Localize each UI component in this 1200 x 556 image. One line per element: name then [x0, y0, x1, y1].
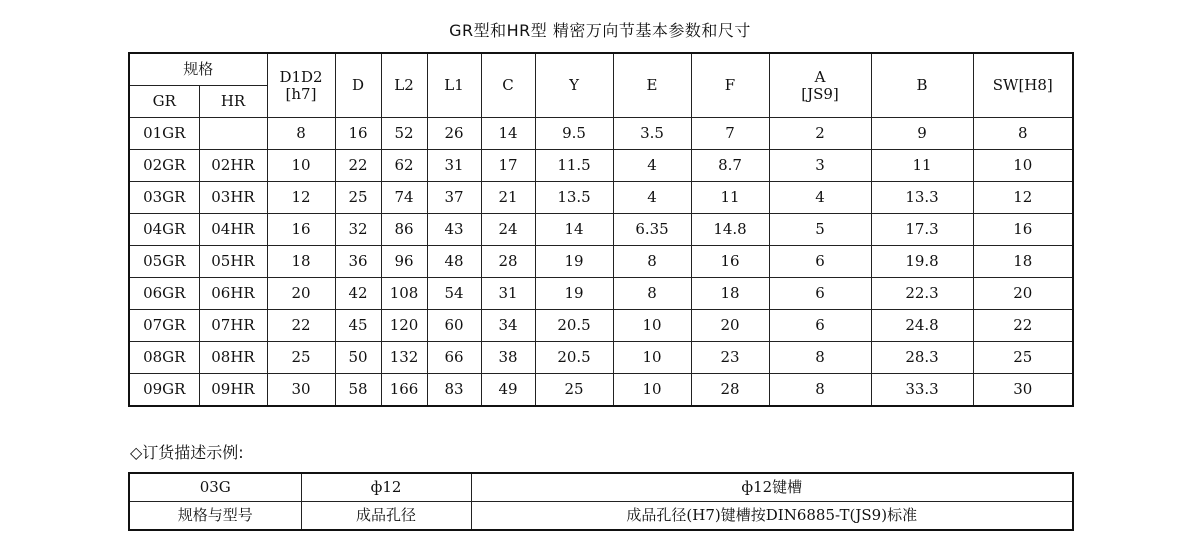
table-cell: 8.7 [691, 150, 769, 182]
table-cell: 8 [613, 246, 691, 278]
table-cell: 23 [691, 342, 769, 374]
order-keyway-label: 成品孔径(H7)键槽按DIN6885-T(JS9)标准 [471, 502, 1073, 531]
spec-col-header [381, 53, 427, 118]
spec-col-header [267, 53, 335, 118]
table-cell: 21 [481, 182, 535, 214]
table-cell: 22.3 [871, 278, 973, 310]
table-row [129, 374, 1073, 407]
spec-col-header-line1: L2 [394, 76, 414, 94]
table-cell: 20 [691, 310, 769, 342]
table-cell: 25 [535, 374, 613, 407]
table-cell: 6 [769, 246, 871, 278]
table-row [129, 246, 1073, 278]
page-title: GR型和HR型 精密万向节基本参数和尺寸 [449, 21, 751, 40]
table-cell: 19 [535, 246, 613, 278]
table-row [129, 118, 1073, 150]
order-bore-value: ф12 [301, 473, 471, 502]
table-cell: 43 [427, 214, 481, 246]
table-cell: 03GR [129, 182, 199, 214]
spec-group-header: 规格 [129, 53, 267, 86]
table-cell: 166 [381, 374, 427, 407]
table-cell: 28 [691, 374, 769, 407]
spec-col-header-line1: C [502, 76, 514, 94]
table-cell: 52 [381, 118, 427, 150]
table-cell: 26 [427, 118, 481, 150]
table-cell: 9 [871, 118, 973, 150]
table-cell: 33.3 [871, 374, 973, 407]
table-cell: 66 [427, 342, 481, 374]
table-cell: 06HR [199, 278, 267, 310]
table-cell: 17.3 [871, 214, 973, 246]
table-cell: 19.8 [871, 246, 973, 278]
table-cell: 16 [973, 214, 1073, 246]
table-cell: 07GR [129, 310, 199, 342]
table-cell: 18 [973, 246, 1073, 278]
table-cell: 2 [769, 118, 871, 150]
order-keyway-value: ф12键槽 [471, 473, 1073, 502]
table-cell: 74 [381, 182, 427, 214]
table-cell: 8 [613, 278, 691, 310]
table-cell: 62 [381, 150, 427, 182]
table-cell: 4 [769, 182, 871, 214]
table-cell: 37 [427, 182, 481, 214]
table-cell: 6.35 [613, 214, 691, 246]
table-cell: 22 [267, 310, 335, 342]
table-cell: 04GR [129, 214, 199, 246]
table-cell: 04HR [199, 214, 267, 246]
table-cell: 8 [973, 118, 1073, 150]
table-cell: 6 [769, 310, 871, 342]
table-cell: 10 [613, 342, 691, 374]
table-cell: 50 [335, 342, 381, 374]
table-row [129, 278, 1073, 310]
spec-col-header-line2: [JS9] [801, 84, 839, 103]
spec-col-header-line1: F [724, 76, 736, 94]
order-values-row [129, 473, 1073, 502]
spec-col-header [481, 53, 535, 118]
table-cell: 10 [613, 374, 691, 407]
table-cell: 3 [769, 150, 871, 182]
table-cell: 25 [973, 342, 1073, 374]
table-cell: 09GR [129, 374, 199, 407]
spec-col-header-line2: [h7] [285, 84, 317, 103]
table-cell: 25 [267, 342, 335, 374]
table-row [129, 310, 1073, 342]
table-cell: 28 [481, 246, 535, 278]
table-cell: 10 [267, 150, 335, 182]
order-bore-label: 成品孔径 [301, 502, 471, 531]
table-cell: 8 [267, 118, 335, 150]
table-cell: 22 [335, 150, 381, 182]
table-cell: 03HR [199, 182, 267, 214]
table-cell: 06GR [129, 278, 199, 310]
table-row [129, 214, 1073, 246]
spec-col-header-line1: L1 [444, 76, 464, 94]
table-cell: 01GR [129, 118, 199, 150]
table-cell: 5 [769, 214, 871, 246]
table-cell: 25 [335, 182, 381, 214]
table-cell: 12 [267, 182, 335, 214]
table-cell: 18 [267, 246, 335, 278]
table-row [129, 342, 1073, 374]
table-cell: 6 [769, 278, 871, 310]
table-cell: 31 [427, 150, 481, 182]
table-cell: 120 [381, 310, 427, 342]
table-cell: 38 [481, 342, 535, 374]
table-cell: 11 [871, 150, 973, 182]
spec-col-header [691, 53, 769, 118]
spec-col-header [973, 53, 1073, 118]
spec-gr-header: GR [129, 86, 199, 118]
table-cell: 30 [973, 374, 1073, 407]
spec-header-row [129, 53, 1073, 86]
spec-col-header-line1: B [916, 76, 928, 94]
table-cell: 58 [335, 374, 381, 407]
table-cell: 20 [267, 278, 335, 310]
table-row [129, 182, 1073, 214]
table-cell: 36 [335, 246, 381, 278]
table-row [129, 150, 1073, 182]
table-cell: 14 [481, 118, 535, 150]
spec-col-header-line1: SW[H8] [992, 76, 1053, 94]
spec-table [128, 52, 1074, 407]
table-cell: 4 [613, 182, 691, 214]
table-cell: 31 [481, 278, 535, 310]
table-cell: 07HR [199, 310, 267, 342]
spec-col-header-line1: D [352, 76, 365, 94]
table-cell: 09HR [199, 374, 267, 407]
spec-col-header [871, 53, 973, 118]
table-cell: 54 [427, 278, 481, 310]
table-cell: 05GR [129, 246, 199, 278]
table-cell: 20 [973, 278, 1073, 310]
table-cell: 24.8 [871, 310, 973, 342]
table-cell: 83 [427, 374, 481, 407]
spec-hr-header: HR [199, 86, 267, 118]
table-cell: 11.5 [535, 150, 613, 182]
table-cell: 28.3 [871, 342, 973, 374]
table-cell: 8 [769, 374, 871, 407]
table-cell [199, 118, 267, 150]
table-cell: 96 [381, 246, 427, 278]
table-cell: 10 [973, 150, 1073, 182]
table-cell: 30 [267, 374, 335, 407]
table-cell: 86 [381, 214, 427, 246]
table-cell: 34 [481, 310, 535, 342]
table-cell: 7 [691, 118, 769, 150]
order-labels-row [129, 502, 1073, 531]
table-cell: 3.5 [613, 118, 691, 150]
table-cell: 10 [613, 310, 691, 342]
table-cell: 17 [481, 150, 535, 182]
table-cell: 14 [535, 214, 613, 246]
table-cell: 49 [481, 374, 535, 407]
table-cell: 45 [335, 310, 381, 342]
order-model-label: 规格与型号 [129, 502, 301, 531]
table-cell: 32 [335, 214, 381, 246]
table-cell: 13.3 [871, 182, 973, 214]
table-cell: 05HR [199, 246, 267, 278]
table-cell: 16 [267, 214, 335, 246]
table-cell: 08GR [129, 342, 199, 374]
spec-col-header-line1: Y [569, 76, 579, 94]
order-model-value: 03G [129, 473, 301, 502]
table-cell: 14.8 [691, 214, 769, 246]
order-example-table [128, 472, 1074, 531]
table-cell: 42 [335, 278, 381, 310]
table-cell: 8 [769, 342, 871, 374]
table-cell: 12 [973, 182, 1073, 214]
table-cell: 132 [381, 342, 427, 374]
table-cell: 18 [691, 278, 769, 310]
table-cell: 02GR [129, 150, 199, 182]
spec-col-header [335, 53, 381, 118]
table-cell: 24 [481, 214, 535, 246]
spec-col-header-line1: D1D2 [279, 67, 323, 86]
table-cell: 20.5 [535, 342, 613, 374]
table-cell: 08HR [199, 342, 267, 374]
table-cell: 16 [691, 246, 769, 278]
spec-col-header [769, 53, 871, 118]
spec-col-header [613, 53, 691, 118]
spec-col-header [535, 53, 613, 118]
table-cell: 11 [691, 182, 769, 214]
table-cell: 13.5 [535, 182, 613, 214]
table-cell: 20.5 [535, 310, 613, 342]
spec-col-header-line1: A [814, 67, 826, 86]
table-cell: 108 [381, 278, 427, 310]
spec-col-header-line1: E [646, 76, 658, 94]
table-cell: 9.5 [535, 118, 613, 150]
table-cell: 02HR [199, 150, 267, 182]
spec-col-header [427, 53, 481, 118]
table-cell: 22 [973, 310, 1073, 342]
order-example-heading: ◇订货描述示例: [130, 443, 244, 462]
table-cell: 48 [427, 246, 481, 278]
table-cell: 16 [335, 118, 381, 150]
table-cell: 60 [427, 310, 481, 342]
table-cell: 4 [613, 150, 691, 182]
table-cell: 19 [535, 278, 613, 310]
